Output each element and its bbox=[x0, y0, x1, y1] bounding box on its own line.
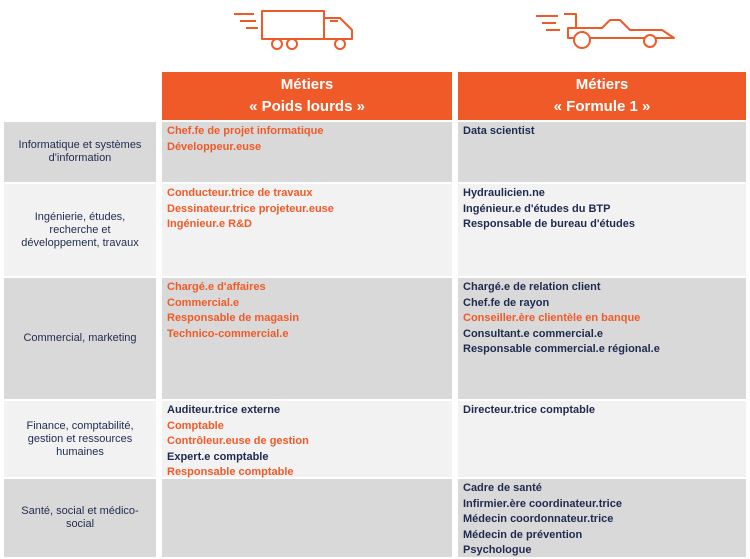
job-item: Responsable de magasin bbox=[167, 312, 300, 325]
job-item: Dessinateur.trice projeteur.euse bbox=[167, 202, 334, 215]
job-item: Hydraulicien.ne bbox=[463, 187, 545, 199]
job-item: Comptable bbox=[167, 419, 224, 432]
formula-one-car-icon bbox=[532, 8, 680, 52]
job-item: Contrôleur.euse de gestion bbox=[167, 435, 309, 448]
f1-jobs-cell bbox=[458, 479, 746, 557]
job-item: Médecin coordonnateur.trice bbox=[463, 513, 614, 526]
job-item: Chef.fe de rayon bbox=[463, 296, 550, 309]
job-item: Cadre de santé bbox=[463, 482, 542, 494]
job-item: Auditeur.trice externe bbox=[167, 404, 281, 416]
heavy-jobs-cell bbox=[162, 479, 452, 557]
heavy-jobs-cell bbox=[162, 401, 452, 477]
job-item: Responsable comptable bbox=[167, 466, 294, 479]
category-label: Informatique et systèmes d'information bbox=[4, 122, 156, 182]
table-row bbox=[4, 122, 746, 182]
job-item: Ingénieur.e d'études du BTP bbox=[463, 202, 611, 215]
job-item: Technico-commercial.e bbox=[167, 327, 289, 340]
job-item: Psychologue bbox=[463, 544, 532, 557]
category-label: Finance, comptabilité, gestion et ressources humaines bbox=[4, 401, 156, 477]
truck-icon bbox=[232, 6, 360, 52]
job-item: Commercial.e bbox=[167, 296, 240, 309]
category-label: Commercial, marketing bbox=[4, 278, 156, 399]
job-item: Consultant.e commercial.e bbox=[463, 327, 603, 340]
f1-jobs-cell bbox=[458, 184, 746, 276]
table-row bbox=[4, 278, 746, 399]
job-item: Conducteur.trice de travaux bbox=[167, 187, 313, 199]
header-f1-jobs bbox=[458, 72, 746, 120]
heavy-jobs-cell bbox=[162, 122, 452, 182]
job-item: Responsable de bureau d'études bbox=[463, 218, 635, 231]
f1-jobs-cell bbox=[458, 278, 746, 399]
table-row bbox=[4, 184, 746, 276]
job-item: Conseiller.ère clientèle en banque bbox=[463, 312, 641, 325]
category-label: Santé, social et médico-social bbox=[4, 479, 156, 557]
job-item: Data scientist bbox=[463, 125, 535, 137]
header-f1-line2: « Formule 1 » bbox=[553, 98, 651, 115]
heavy-jobs-cell bbox=[162, 184, 452, 276]
header-heavy-line2: « Poids lourds » bbox=[249, 98, 365, 115]
job-item: Médecin de prévention bbox=[463, 528, 583, 541]
job-item: Infirmier.ère coordinateur.trice bbox=[463, 497, 622, 510]
f1-jobs-cell bbox=[458, 122, 746, 182]
job-item: Expert.e comptable bbox=[167, 450, 269, 463]
f1-jobs-cell bbox=[458, 401, 746, 477]
job-item: Chargé.e d'affaires bbox=[167, 281, 266, 293]
job-item: Chargé.e de relation client bbox=[463, 281, 601, 293]
header-heavy-line1: Métiers bbox=[280, 76, 334, 93]
category-label: Ingénierie, études, recherche et développement, travaux bbox=[4, 184, 156, 276]
job-item: Ingénieur.e R&D bbox=[167, 218, 252, 231]
job-item: Développeur.euse bbox=[167, 140, 262, 153]
heavy-jobs-cell bbox=[162, 278, 452, 399]
job-item: Directeur.trice comptable bbox=[463, 404, 596, 416]
table-row bbox=[4, 479, 746, 557]
table-row bbox=[4, 401, 746, 477]
job-item: Responsable commercial.e régional.e bbox=[463, 343, 660, 356]
header-heavy-jobs bbox=[162, 72, 452, 120]
job-item: Chef.fe de projet informatique bbox=[167, 125, 324, 137]
header-f1-line1: Métiers bbox=[575, 76, 629, 93]
